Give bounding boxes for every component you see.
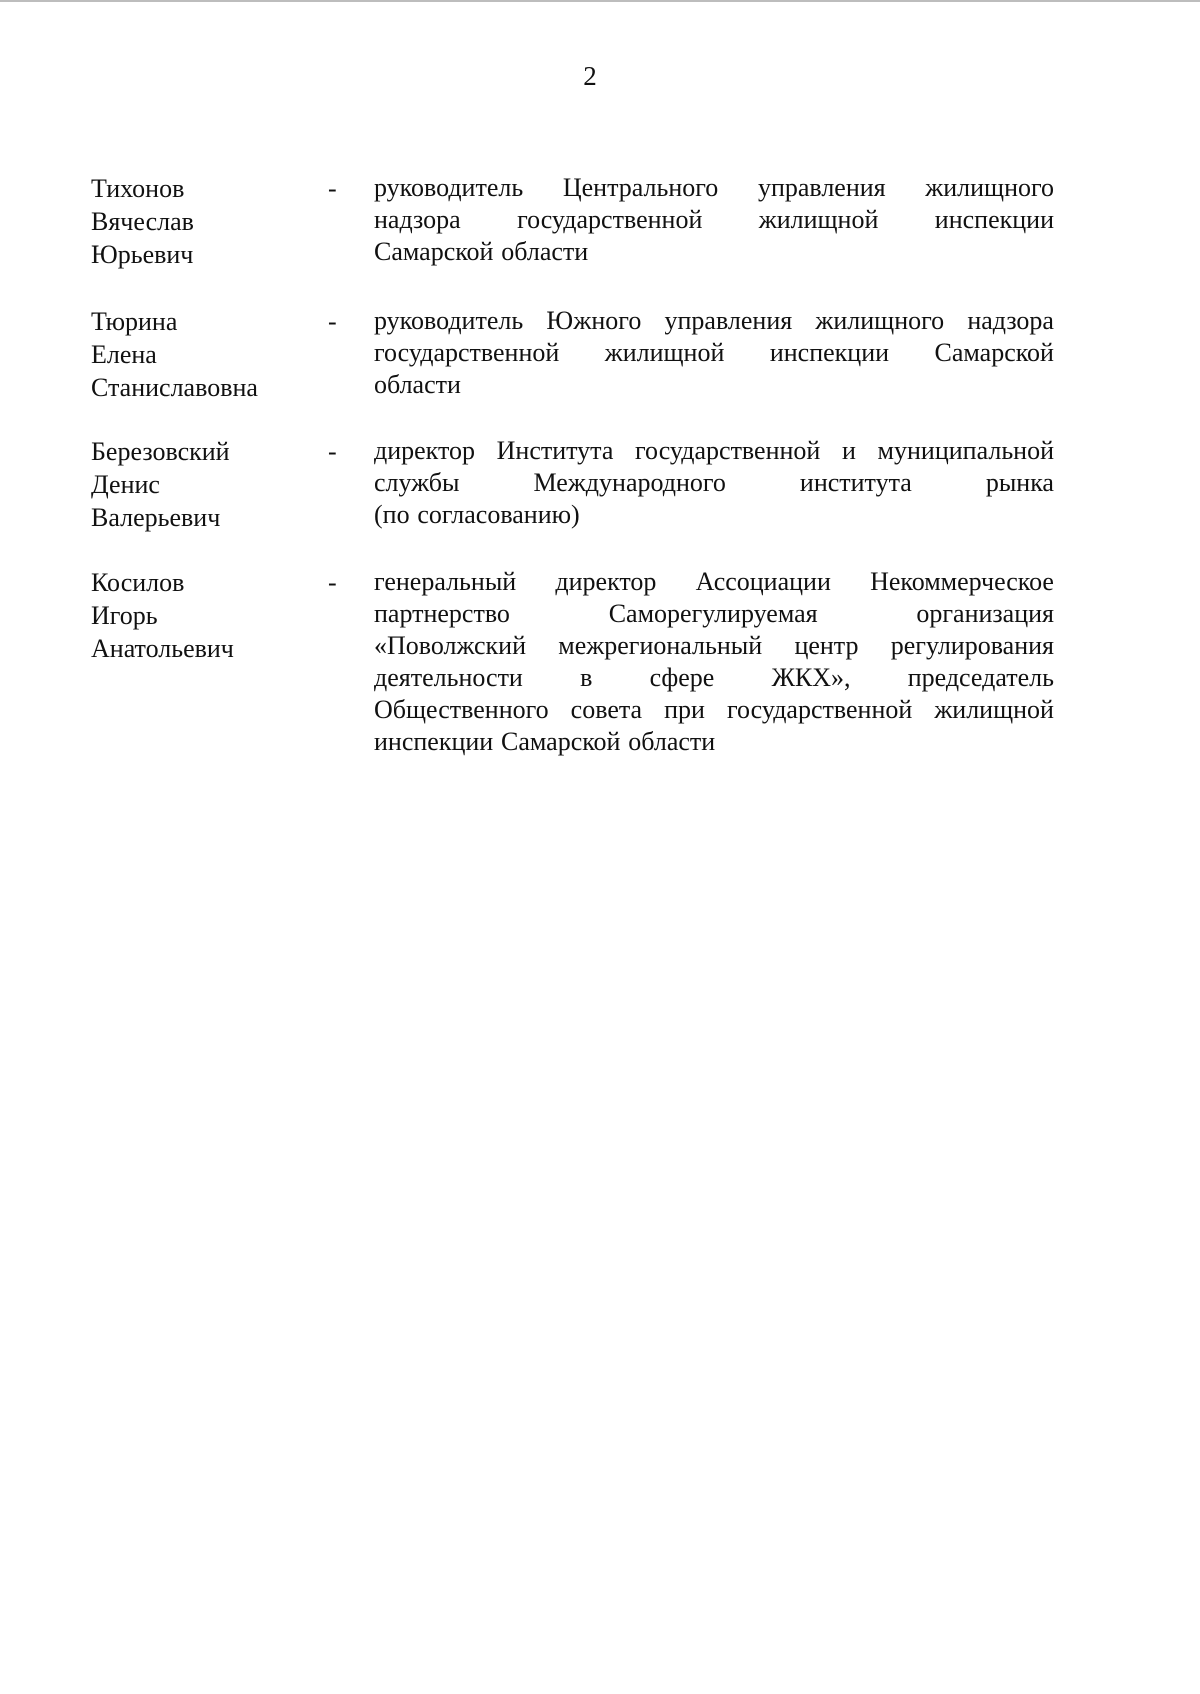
- word: государственной: [635, 436, 821, 465]
- member-position: [374, 305, 1054, 401]
- position-line: [374, 337, 1054, 369]
- word: в: [580, 663, 593, 692]
- patronymic: Анатольевич: [91, 634, 234, 663]
- word: государственной: [517, 205, 703, 234]
- position-line: [374, 726, 1054, 758]
- patronymic: Валерьевич: [91, 503, 221, 532]
- word: Саморегулируемая: [608, 599, 818, 628]
- position-line: [374, 204, 1054, 236]
- word: Центрального: [562, 173, 719, 202]
- patronymic: Юрьевич: [91, 240, 194, 269]
- position-line: [374, 236, 1054, 268]
- first-name: Елена: [91, 340, 157, 369]
- member-position: [374, 435, 1054, 531]
- dash-separator: -: [328, 437, 337, 466]
- page-number: 2: [583, 61, 597, 91]
- word: Южного: [546, 306, 642, 335]
- word: (по: [374, 500, 410, 529]
- word: Общественного: [374, 695, 549, 724]
- word: управления: [757, 173, 886, 202]
- word: инспекции: [374, 727, 494, 756]
- word: службы: [374, 468, 460, 497]
- position-line: [374, 598, 1054, 630]
- surname: Березовский: [91, 437, 230, 466]
- word: организация: [916, 599, 1054, 628]
- word: области: [374, 370, 461, 399]
- patronymic: Станиславовна: [91, 373, 258, 402]
- word: института: [799, 468, 912, 497]
- position-line: [374, 172, 1054, 204]
- position-line: [374, 369, 1054, 401]
- word: надзора: [374, 205, 461, 234]
- word: рынка: [985, 468, 1054, 497]
- position-line: [374, 467, 1054, 499]
- surname: Тихонов: [91, 174, 185, 203]
- word: Института: [496, 436, 614, 465]
- position-line: [374, 435, 1054, 467]
- word: Международного: [533, 468, 726, 497]
- position-line: [374, 566, 1054, 598]
- first-name: Денис: [91, 470, 160, 499]
- member-name: [91, 172, 311, 271]
- word: совета: [570, 695, 643, 724]
- member-position: [374, 566, 1054, 758]
- word: сфере: [649, 663, 715, 692]
- word: жилищной: [604, 338, 725, 367]
- word: партнерство: [374, 599, 510, 628]
- surname: Косилов: [91, 568, 185, 597]
- word: генеральный: [374, 567, 517, 596]
- word: Самарской: [501, 727, 621, 756]
- word: председатель: [907, 663, 1054, 692]
- word: межрегиональный: [558, 631, 763, 660]
- word: директор: [555, 567, 657, 596]
- word: жилищного: [815, 306, 945, 335]
- word: жилищного: [925, 173, 1054, 202]
- page-top-edge: [0, 0, 1200, 2]
- word: государственной: [374, 338, 560, 367]
- word: руководитель: [374, 306, 524, 335]
- word: и: [841, 436, 856, 465]
- dash-separator: -: [328, 174, 337, 203]
- member-name: [91, 305, 311, 404]
- word: жилищной: [934, 695, 1054, 724]
- position-line: [374, 499, 1054, 531]
- word: деятельности: [374, 663, 523, 692]
- first-name: Вячеслав: [91, 207, 194, 236]
- surname: Тюрина: [91, 307, 178, 336]
- position-line: [374, 694, 1054, 726]
- word: инспекции: [769, 338, 890, 367]
- word: Некоммерческое: [870, 567, 1054, 596]
- word: руководитель: [374, 173, 524, 202]
- first-name: Игорь: [91, 601, 158, 630]
- word: области: [628, 727, 716, 756]
- word: жилищной: [758, 205, 879, 234]
- word: области: [501, 237, 589, 266]
- word: директор: [374, 436, 475, 465]
- word: регулирования: [890, 631, 1054, 660]
- word: «Поволжский: [374, 631, 527, 660]
- word: согласованию): [417, 500, 580, 529]
- member-position: [374, 172, 1054, 268]
- position-line: [374, 630, 1054, 662]
- position-line: [374, 662, 1054, 694]
- word: Ассоциации: [695, 567, 831, 596]
- word: центр: [794, 631, 859, 660]
- word: муниципальной: [877, 436, 1054, 465]
- dash-separator: -: [328, 568, 337, 597]
- word: Самарской: [374, 237, 494, 266]
- member-name: [91, 435, 311, 534]
- word: Самарской: [934, 338, 1054, 367]
- member-name: [91, 566, 311, 665]
- position-line: [374, 305, 1054, 337]
- word: инспекции: [934, 205, 1054, 234]
- word: ЖКХ»,: [771, 663, 851, 692]
- word: государственной: [726, 695, 913, 724]
- word: надзора: [967, 306, 1054, 335]
- word: при: [664, 695, 705, 724]
- dash-separator: -: [328, 307, 337, 336]
- word: управления: [664, 306, 793, 335]
